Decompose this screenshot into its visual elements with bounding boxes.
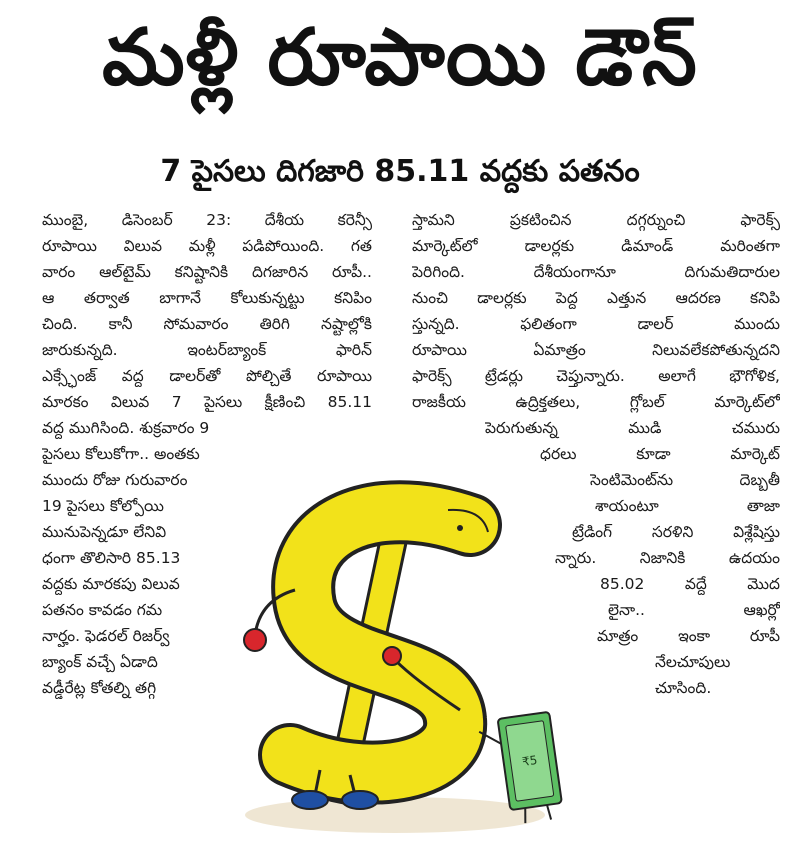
right-column-line: ధరలు కూడా మార్కెట్	[540, 445, 780, 463]
blue-shoe-left	[292, 791, 328, 809]
right-column-line: రాజకీయ ఉద్రిక్తతలు, గ్లోబల్ మార్కెట్‌లో	[412, 393, 780, 411]
right-column-line: రూపాయి ఏమాత్రం నిలువలేకపోతున్నదని	[412, 341, 780, 359]
note-right-leg	[547, 805, 551, 820]
right-column-line: చూసింది.	[655, 679, 712, 697]
subheadline: 7 పైసలు దిగజారి 85.11 వద్దకు పతనం	[160, 154, 640, 189]
right-column-line: శాయంటూ తాజా	[595, 497, 780, 515]
left-column-line: రూపాయి విలువ మళ్లీ పడిపోయింది. గత	[42, 237, 372, 255]
left-column-line: జారుకున్నది. ఇంటర్‌బ్యాంక్ ఫారిన్	[42, 341, 372, 359]
left-column-line: వడ్డీరేట్ల కోతల్ని తగ్గి	[42, 679, 157, 697]
left-column-line: ముందు రోజు గురువారం	[42, 471, 188, 489]
right-column-line: మాత్రం ఇంకా రూపీ	[597, 627, 780, 645]
left-column-line: వద్ద ముగిసింది. శుక్రవారం 9	[42, 419, 210, 437]
right-column-line: ఫారెక్స్ ట్రేడర్లు చెప్తున్నారు. అలాగే భౌగోళిక,	[412, 367, 780, 385]
right-column-line: లైనా.. ఆఖర్లో	[608, 601, 780, 619]
left-column-line: మారకం విలువ 7 పైసలు క్షీణించి 85.11	[42, 393, 372, 411]
left-column-line: ధంగా తొలిసారి 85.13	[42, 549, 181, 567]
left-column-line: వారం ఆల్‌టైమ్ కనిష్టానికి దిగజారిన రూపీ..	[42, 263, 372, 281]
right-column-line: సెంటిమెంట్‌ను దెబ్బతీ	[590, 471, 780, 489]
right-column-line: న్నారు. నిజానికి ఉదయం	[555, 549, 780, 567]
left-column-line: 19 పైసలు కోల్పోయి	[42, 497, 164, 515]
left-column-line: ముంబై, డిసెంబర్ 23: దేశీయ కరెన్సీ	[42, 211, 372, 229]
rupee-note-text: ₹5	[521, 752, 539, 769]
right-column-line: స్తామని ప్రకటించిన దగ్గర్నుంచి ఫారెక్స్	[412, 211, 780, 229]
left-column-line: పైసలు కోలుకోగా.. అంతకు	[42, 445, 200, 463]
right-column-line: మార్కెట్‌లో డాలర్లకు డిమాండ్ మరింతగా	[412, 237, 780, 255]
left-column-line: చింది. కానీ సోమవారం తిరిగి నష్టాల్లోకి	[42, 315, 372, 333]
red-glove-left	[244, 629, 266, 651]
blue-shoe-right	[342, 791, 378, 809]
right-column-line: పెరిగింది. దేశీయంగానూ దిగుమతిదారుల	[412, 263, 780, 281]
left-column-line: ఎక్స్ఛేంజ్ వద్ద డాలర్‌తో పోల్చితే రూపాయి	[42, 367, 372, 385]
right-column-line: 85.02 వద్దే మొద	[600, 575, 780, 593]
dollar-cartoon-illustration	[220, 470, 580, 840]
right-column-line: ట్రేడింగ్ సరళిని విశ్లేషిస్తు	[572, 523, 780, 541]
right-column-line: స్తున్నది. ఫలితంగా డాలర్ ముందు	[412, 315, 780, 333]
left-column-line: పతనం కావడం గమ	[42, 601, 163, 619]
right-column-line: పెరుగుతున్న ముడి చమురు	[485, 419, 780, 437]
left-column-line: ఆ తర్వాత బాగానే కోలుకున్నట్టు కనిపిం	[42, 289, 372, 307]
dollar-eye	[457, 525, 463, 531]
right-column-line: నేలచూపులు	[655, 653, 731, 671]
right-column-line: నుంచి డాలర్లకు పెద్ద ఎత్తున ఆదరణ కనిపి	[412, 289, 780, 307]
left-column-line: వద్దకు మారకపు విలువ	[42, 575, 180, 593]
left-column-line: నార్హం. ఫెడరల్ రిజర్వ్	[42, 627, 170, 645]
left-column-line: బ్యాంక్ వచ్చే ఏడాది	[42, 653, 158, 671]
headline: మళ్లీ రూపాయి డౌన్	[102, 13, 698, 103]
left-column-line: మునుపెన్నడూ లేనివి	[42, 523, 167, 541]
red-glove-right	[383, 647, 401, 665]
